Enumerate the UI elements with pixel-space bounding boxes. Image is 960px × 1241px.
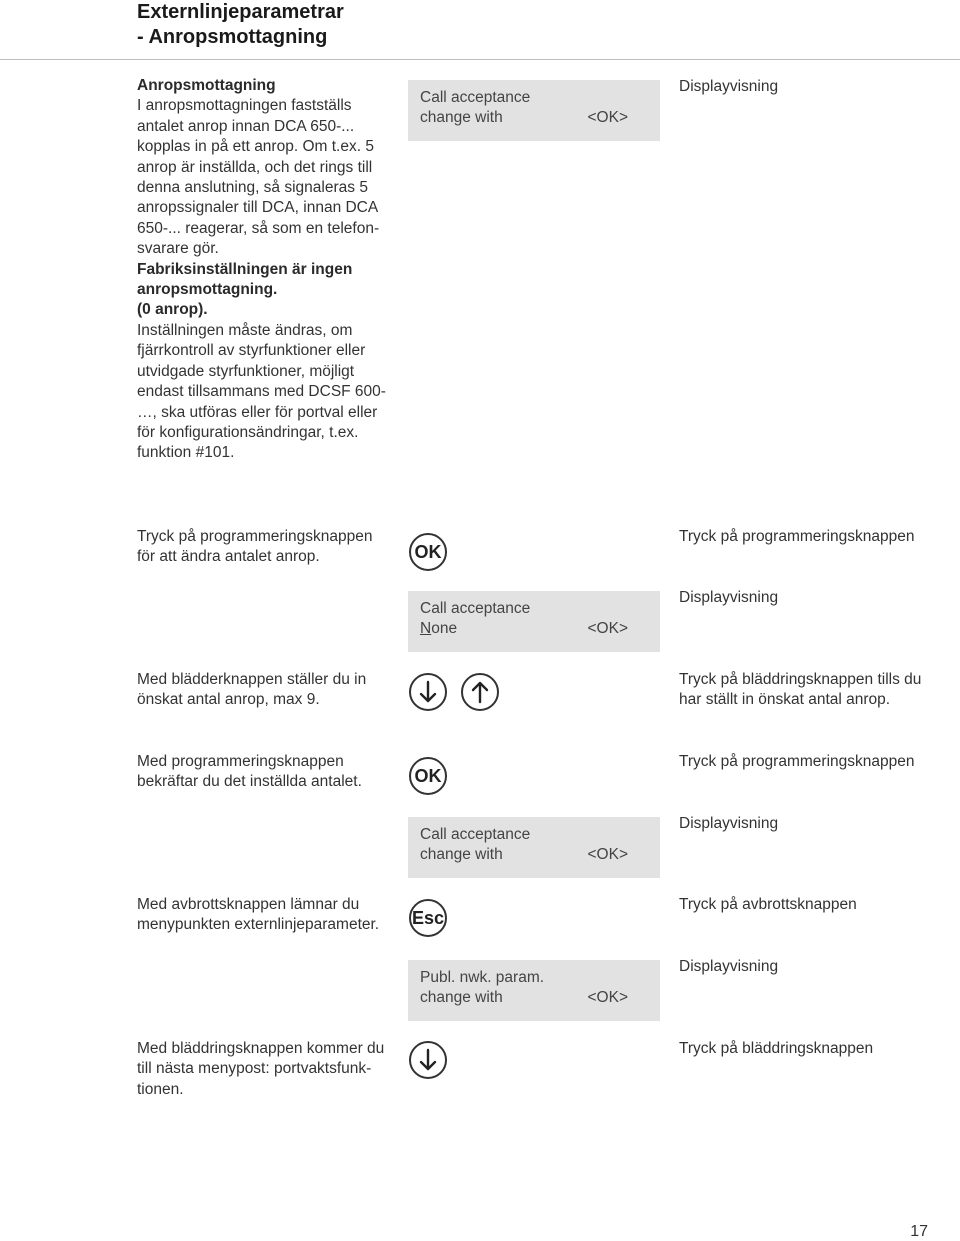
text-line: svarare gör.	[137, 240, 219, 258]
title-line-1: Externlinjeparametrar	[137, 1, 344, 23]
ok-key-icon	[409, 533, 447, 571]
display-line-2: change with	[420, 846, 503, 864]
text-line: menypunkten externlinjeparameter.	[137, 916, 380, 934]
display-line-1: Publ. nwk. param.	[420, 969, 545, 986]
text-line: …, ska utföras eller för portval eller	[137, 403, 378, 421]
text-line: Med avbrottsknappen lämnar du	[137, 896, 360, 913]
step-4-text	[137, 895, 397, 936]
text-line: funktion #101.	[137, 444, 235, 462]
intro-para2	[137, 321, 387, 464]
text-line: önskat antal anrop, max 9.	[137, 691, 320, 709]
text-line: 650-... reagerar, så som en telefon-	[137, 219, 380, 237]
factory-setting-note	[137, 260, 387, 321]
text-line: Med programmeringsknappen	[137, 753, 344, 770]
text-line: antalet anrop innan DCA 650-...	[137, 117, 355, 135]
step-3-text	[137, 752, 397, 793]
text-line: Med bläddringsknappen kommer du	[137, 1040, 385, 1057]
display-label-3: Displayvisning	[679, 815, 779, 832]
text-line: bekräftar du det inställda antalet.	[137, 773, 362, 791]
display-line-1: Call acceptance	[420, 89, 531, 106]
text-line: till nästa menypost: portvaktsfunk-	[137, 1060, 372, 1078]
display-line-2-row	[420, 619, 648, 639]
scroll-instruction	[679, 670, 939, 711]
press-prog-label-1: Tryck på programmeringsknappen	[679, 528, 915, 545]
text-line: I anropsmottagningen fastställs	[137, 97, 352, 115]
text-line: anropssignaler till DCA, innan DCA	[137, 199, 379, 217]
display-label-1: Displayvisning	[679, 78, 779, 95]
text-line: fjärrkontroll av styrfunktioner eller	[137, 342, 366, 360]
header-divider	[0, 59, 960, 60]
display-line-2-row	[420, 988, 648, 1008]
text-line: denna anslutning, så signaleras 5	[137, 179, 368, 197]
arrow-down-glyph	[417, 1048, 439, 1072]
display-box-3	[408, 817, 660, 878]
arrow-up-glyph	[469, 680, 491, 704]
step-1-text	[137, 527, 397, 568]
display-line-2-rest: one	[431, 620, 458, 638]
title-line-2: - Anropsmottagning	[137, 26, 328, 48]
arrow-down-icon	[409, 673, 447, 711]
text-line: (0 anrop).	[137, 301, 208, 319]
display-ok-hint: <OK>	[587, 989, 628, 1007]
ok-key-label: OK	[414, 765, 442, 786]
display-line-2: change with	[420, 109, 503, 127]
display-box-4	[408, 960, 660, 1021]
text-line: för konfigurationsändringar, t.ex.	[137, 423, 359, 441]
ok-key-label: OK	[414, 541, 442, 562]
text-line: Fabriksinställningen är ingen	[137, 260, 353, 278]
display-ok-hint: <OK>	[587, 109, 628, 127]
intro-heading: Anropsmottagning	[137, 77, 276, 94]
intro-para1	[137, 96, 387, 259]
page-title	[137, 0, 344, 50]
display-box-2	[408, 591, 660, 652]
page-number: 17	[910, 1223, 928, 1240]
arrow-down-icon	[409, 1041, 447, 1079]
text-line: har ställt in önskat antal anrop.	[679, 691, 891, 709]
text-line: endast tillsammans med DCSF 600-	[137, 383, 386, 401]
display-line-2-row	[420, 845, 648, 865]
text-line: Tryck på bläddringsknappen tills du	[679, 671, 922, 688]
text-line: anrop är inställda, och det rings till	[137, 158, 373, 176]
display-line-1: Call acceptance	[420, 826, 531, 843]
press-scroll-label: Tryck på bläddringsknappen	[679, 1040, 874, 1057]
display-label-2: Displayvisning	[679, 589, 779, 606]
display-line-2	[420, 619, 477, 639]
press-prog-label-2: Tryck på programmeringsknappen	[679, 753, 915, 770]
press-esc-label: Tryck på avbrottsknappen	[679, 896, 857, 913]
text-line: tionen.	[137, 1080, 184, 1098]
text-line: Tryck på programmeringsknappen	[137, 528, 373, 545]
display-line-2-row	[420, 108, 648, 128]
text-line: kopplas in på ett anrop. Om t.ex. 5	[137, 138, 374, 156]
text-line: anropsmottagning.	[137, 281, 278, 299]
display-box-1	[408, 80, 660, 141]
display-ok-hint: <OK>	[587, 620, 628, 638]
ok-key-icon	[409, 757, 447, 795]
step-5-text	[137, 1039, 397, 1100]
display-label-4: Displayvisning	[679, 958, 779, 975]
display-line-2: change with	[420, 989, 503, 1007]
intro-text	[137, 76, 387, 464]
text-line: Inställningen måste ändras, om	[137, 321, 353, 339]
display-ok-hint: <OK>	[587, 846, 628, 864]
arrow-up-icon	[461, 673, 499, 711]
text-line: Med blädderknappen ställer du in	[137, 671, 367, 688]
esc-key-icon	[409, 899, 447, 937]
text-line: för att ändra antalet anrop.	[137, 548, 320, 566]
arrow-down-glyph	[417, 680, 439, 704]
esc-key-label: Esc	[411, 907, 445, 928]
display-line-1: Call acceptance	[420, 600, 531, 617]
step-2-text	[137, 670, 397, 711]
text-line: utvidgade styrfunktioner, möjligt	[137, 362, 355, 380]
underlined-char: N	[420, 620, 432, 638]
